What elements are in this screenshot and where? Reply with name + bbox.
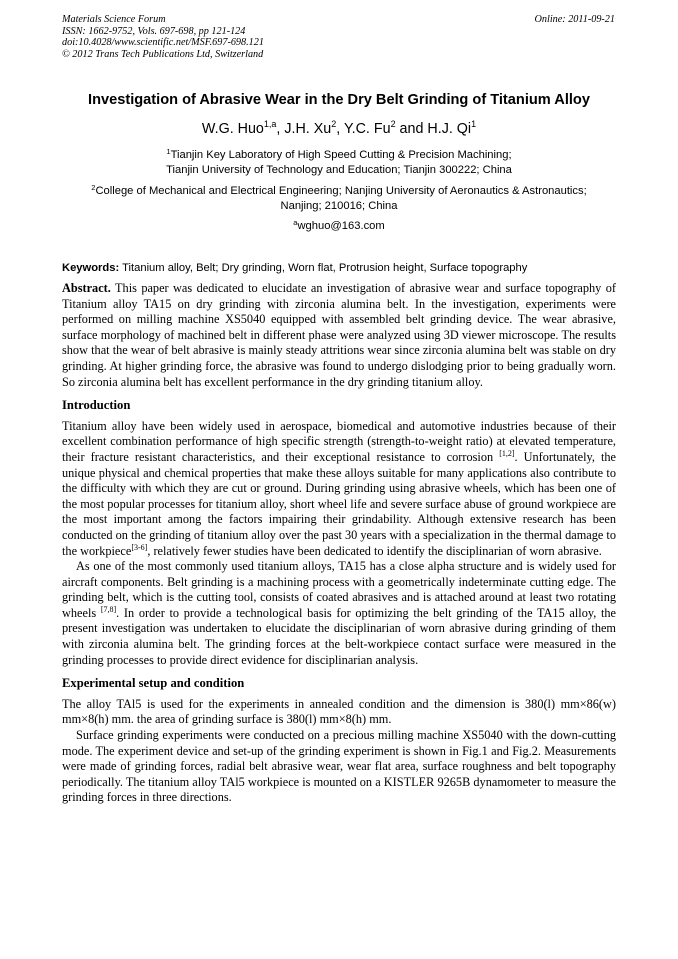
paragraph-text: Titanium alloy have been widely used in aerospace, biomedical and automotive industries because of their excellent combination performance of high specific strength (strength-to-weight ratio) at elevated temperature, their fracture resistant characteristics, and their exceptional resistance to corrosion — [62, 418, 616, 464]
affiliation-1 — [62, 148, 616, 178]
affiliation-line: College of Mechanical and Electrical Engineering; Nanjing University of Aeronautics & Astronautics; — [95, 185, 587, 197]
paper-body — [62, 281, 616, 806]
author-name: H.J. Qi — [427, 121, 472, 137]
abstract-label: Abstract. — [62, 281, 111, 295]
keywords-label: Keywords: — [62, 262, 120, 274]
abstract-text: This paper was dedicated to elucidate an investigation of abrasive wear and surface topography of Titanium alloy TA15 on dry grinding with zirconia alumina belt. In the investigation, experiments were performed on milling machine XS5040 equipped with assembled belt grinding device. The wear abrasive, surface morphology of machined belt in different phase were analyzed using 3D viewer microscope. The results show that the wear of belt abrasive is mainly steady attritions wear since zirconia alumina belt was stable on dry grinding. At higher grinding force, the abrasive was found to undergo dislodging prior to being gradually worn. So zirconia alumina belt has excellent performance in the dry grinding titanium alloy. — [62, 281, 616, 389]
journal-name: Materials Science Forum — [62, 14, 166, 25]
author-affiliation-marker: 2 — [331, 119, 337, 129]
paragraph: The alloy TAl5 is used for the experiments in annealed condition and the dimension is 380(l) mm×86(w) mm×8(h) mm. the area of grinding surface is 380(l) mm×8(h) mm. — [62, 696, 616, 727]
affiliation-line: Tianjin University of Technology and Education; Tianjin 300222; China — [166, 164, 512, 176]
keywords-text: Titanium alloy, Belt; Dry grinding, Worn flat, Protrusion height, Surface topography — [119, 262, 528, 274]
paragraph-text: . In order to provide a technological basis for optimizing the belt grinding of the TA15 alloy, the present investigation was undertaken to elucidate the disciplinarian of worn abrasive during grinding of them with zirconia alumina belt. The grinding forces at the belt-workpiece contact surface were measured in the grinding processes to provide direct evidence for disciplinarian analysis. — [62, 605, 616, 667]
affiliation-marker: 1 — [166, 147, 171, 156]
paragraph-text: , relatively fewer studies have been dedicated to identify the disciplinarian of worn abrasive. — [147, 543, 602, 558]
paragraph — [62, 419, 616, 559]
paragraph — [62, 559, 616, 668]
citation: [7,8] — [100, 604, 117, 614]
publication-info — [62, 14, 264, 60]
corresponding-email — [62, 219, 616, 234]
abstract — [62, 281, 616, 390]
author-affiliation-marker: 1,a — [263, 119, 277, 129]
doi-line: doi:10.4028/www.scientific.net/MSF.697-698.121 — [62, 37, 264, 49]
author-affiliation-marker: 2 — [390, 119, 396, 129]
copyright-line: © 2012 Trans Tech Publications Ltd, Switzerland — [62, 48, 264, 60]
author-separator: , — [276, 121, 285, 137]
issn-line: ISSN: 1662-9752, Vols. 697-698, pp 121-124 — [62, 25, 246, 37]
paragraph: Surface grinding experiments were conducted on a precious milling machine XS5040 with the down-cutting mode. The experiment device and set-up of the grinding experiment is shown in Fig.1 and Fig.2. Measurements were made of grinding forces, radial belt abrasive wear, wear flat area, surface roughness and belt topography periodically. The titanium alloy TAl5 workpiece is mounted on a KISTLER 9265B dynamometer to measure the grinding forces in three directions. — [62, 728, 616, 805]
author-name: J.H. Xu — [284, 121, 332, 137]
paragraph-text: As one of the most commonly used titanium alloys, TA15 has a close alpha structure and is widely used for aircraft components. Belt grinding is a machining process with a geometrically indeterminate cutting edge. The grinding belt, which is the cutting tool, consists of coated abrasives and is attached around at least two rotating wheels — [62, 559, 616, 620]
online-date: Online: 2011-09-21 — [534, 14, 615, 25]
author-affiliation-marker: 1 — [471, 119, 477, 129]
paragraph-text: . Unfortunately, the unique physical and chemical properties that make these alloys suitable for many applications also contribute to the difficulty with which they are cut or ground. During grinding using abrasive wheels, which has been one of the most popular processes for titanium alloy, short wheel life and severe surface abuse of ground workpiece are the most important among the factors impairing their grindability. Although extensive research has been conducted on the grinding of titanium alloy over the past 30 years with a specialization in the thermal damage to the workpiece — [62, 449, 616, 558]
author-name: Y.C. Fu — [343, 121, 391, 137]
author-name: W.G. Huo — [201, 121, 264, 137]
affiliation-2 — [62, 184, 616, 214]
affiliation-marker: 2 — [91, 183, 96, 192]
author-separator: , — [336, 121, 344, 137]
citation: [1,2] — [499, 448, 515, 458]
paper-title: Investigation of Abrasive Wear in the Dry Belt Grinding of Titanium Alloy — [88, 92, 590, 108]
section-heading-experimental: Experimental setup and condition — [62, 676, 245, 691]
affiliation-line: Nanjing; 210016; China — [280, 200, 398, 212]
affiliation-line: Tianjin Key Laboratory of High Speed Cutting & Precision Machining; — [170, 149, 512, 161]
author-separator: and — [395, 121, 428, 137]
citation: [3-6] — [131, 542, 148, 552]
email-marker: a — [293, 218, 298, 227]
author-list — [62, 120, 616, 138]
section-heading-introduction: Introduction — [62, 398, 131, 413]
keywords — [62, 261, 616, 276]
email-address: wghuo@163.com — [297, 220, 385, 232]
